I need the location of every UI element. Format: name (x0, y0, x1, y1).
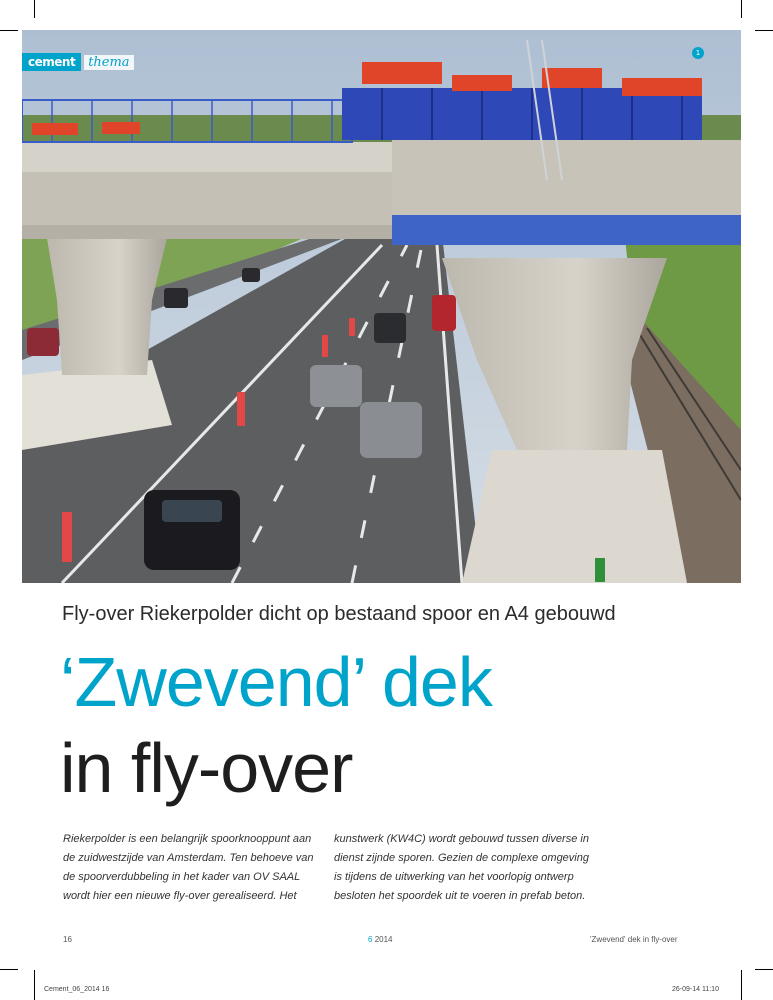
running-title: 'Zwevend' dek in fly-over (590, 935, 678, 944)
slug-file-name: Cement_06_2014 16 (44, 986, 110, 993)
crop-mark (755, 969, 773, 970)
crop-mark (755, 30, 773, 31)
article-subtitle: Fly-over Riekerpolder dicht op bestaand spoor en A4 gebouwd (62, 603, 616, 625)
article-title-line2: in fly-over (60, 729, 353, 807)
crop-mark (34, 0, 35, 18)
crop-mark (0, 30, 18, 31)
crop-mark (741, 0, 742, 18)
flyover-illustration (22, 30, 741, 583)
intro-column-left: Riekerpolder is een belangrijk spoorknooppunt aan de zuidwestzijde van Amsterdam. Ten behoeve van de spoorverdubbeling in het kader van OV SAAL wordt hier een nieuwe fly-over gerealiseerd. Het (63, 833, 314, 902)
corner-marker: 1 (692, 47, 704, 59)
issue-year: 2014 (374, 935, 393, 944)
article-title-line1: ‘Zwevend’ dek (60, 643, 492, 721)
crop-mark (741, 970, 742, 1000)
section-header (22, 52, 162, 72)
issue-number: 6 (368, 935, 373, 944)
slug-timestamp: 26-09-14 11:10 (672, 986, 719, 993)
page-number: 16 (63, 935, 72, 944)
section-label: thema (84, 55, 133, 70)
intro-column-right: kunstwerk (KW4C) wordt gebouwd tussen diverse in dienst zijnde sporen. Gezien de complexe omgeving is tijdens de uitwerking van het voorlopig ontwerp besloten het spoordek uit te voeren in prefab beton. (334, 833, 589, 902)
magazine-logo: cement (22, 53, 81, 71)
crop-mark (34, 970, 35, 1000)
issue-info (368, 935, 392, 944)
hero-photo (22, 30, 741, 583)
crop-mark (0, 969, 18, 970)
